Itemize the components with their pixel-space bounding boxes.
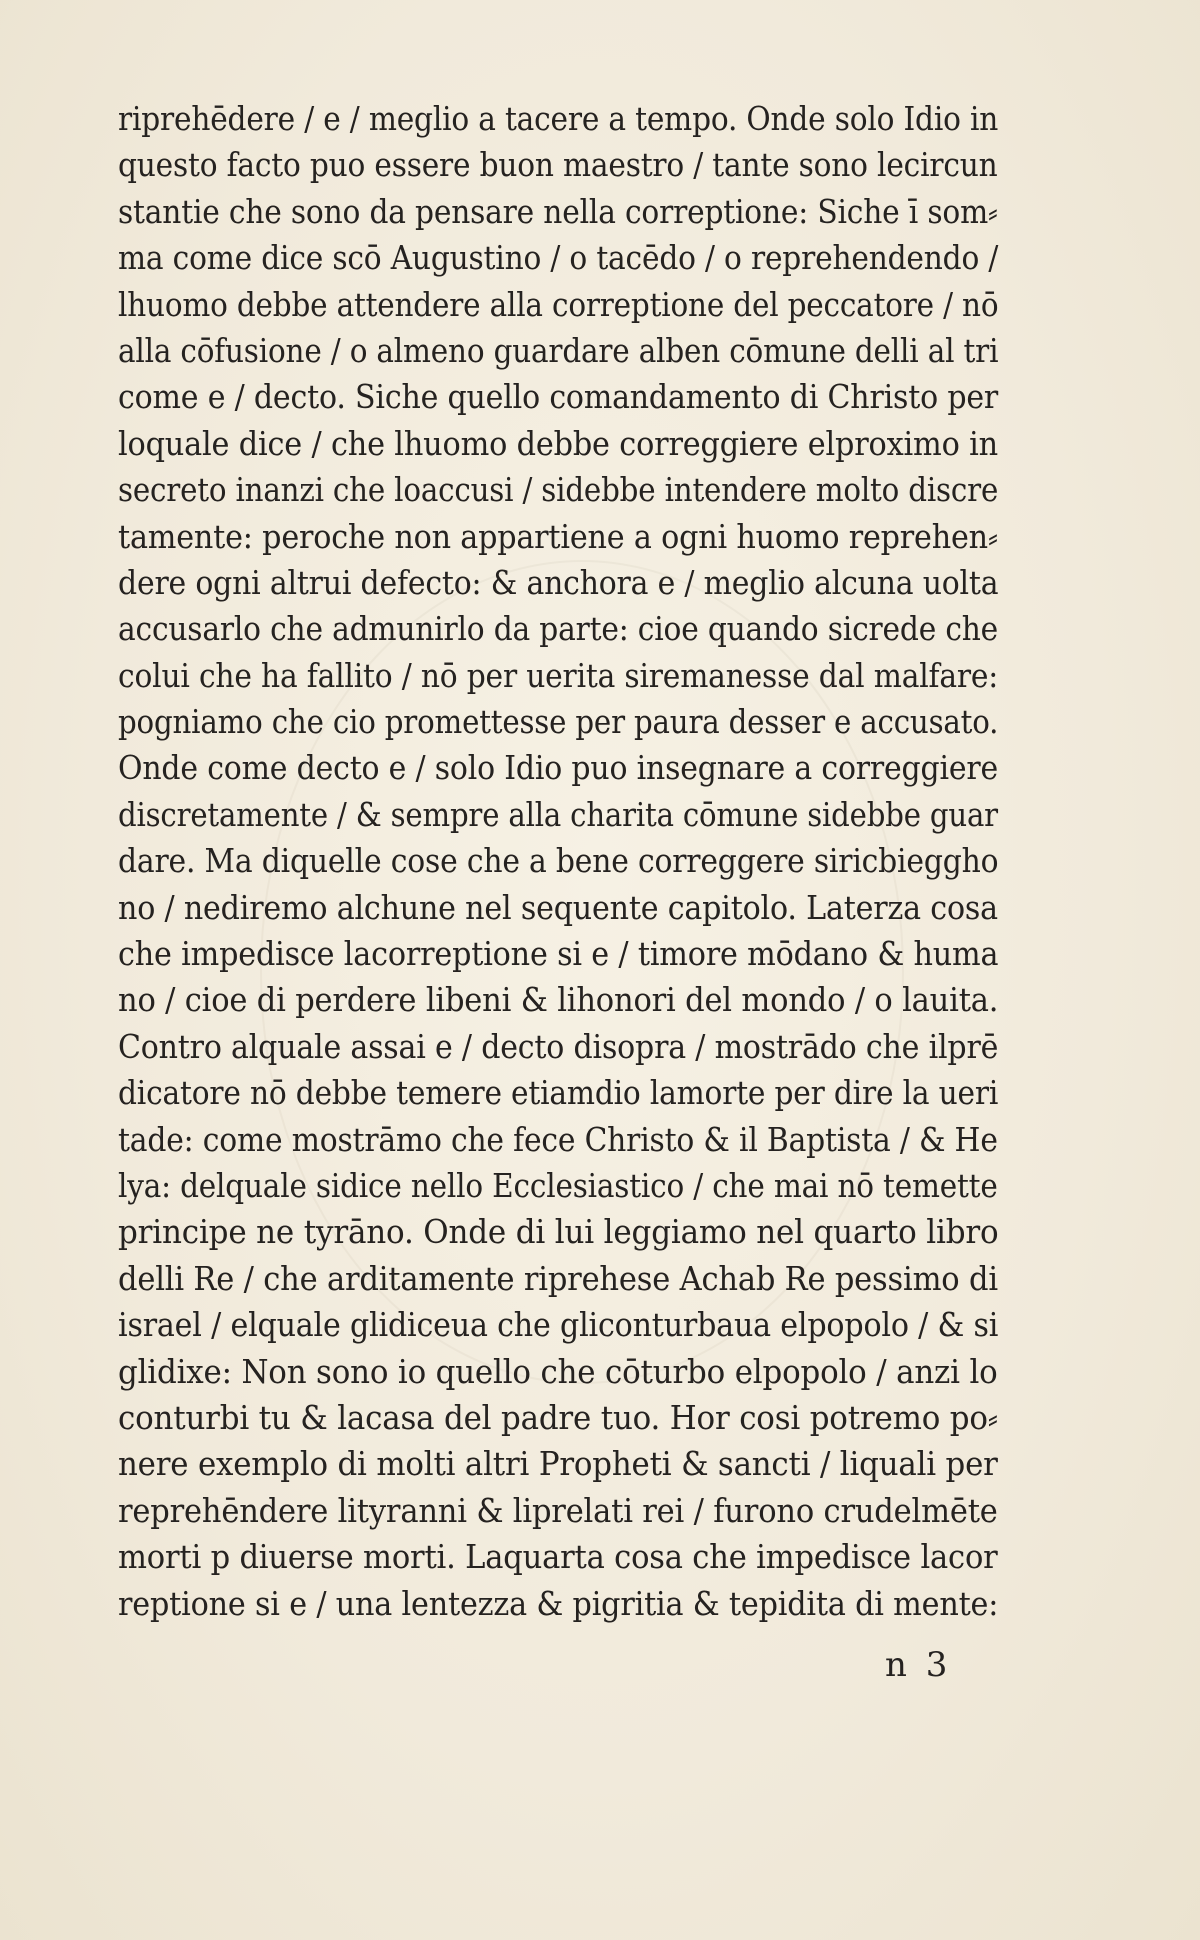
text-line: morti p diuerse morti. Laquarta cosa che impedisce lacor <box>118 1537 998 1577</box>
text-line: stantie che sono da pensare nella correptione: Siche ī som⸗ <box>118 191 998 231</box>
text-line: che impedisce lacorreptione si e / timore mōdano & huma <box>118 934 999 974</box>
text-line: pogniamo che cio promettesse per paura desser e accusato. <box>118 702 999 742</box>
text-line: delli Re / che arditamente riprehese Achab Re pessimo di <box>118 1258 998 1298</box>
text-line: dere ogni altrui defecto: & anchora e / meglio alcuna uolta <box>118 562 999 602</box>
text-line: reptione si e / una lentezza & pigritia & tepidita di mente: <box>118 1583 999 1623</box>
text-line: riprehēdere / e / meglio a tacere a tempo. Onde solo Idio in <box>118 99 999 138</box>
text-line: principe ne tyrāno. Onde di lui leggiamo nel quarto libro <box>118 1212 999 1252</box>
text-line: come e / decto. Siche quello comandamento di Christo per <box>118 377 999 417</box>
text-line: reprehēndere lityranni & liprelati rei / furono crudelmēte <box>118 1490 998 1530</box>
signature-mark: n 3 <box>885 1645 952 1685</box>
text-line: no / nediremo alchune nel sequente capitolo. Laterza cosa <box>118 887 998 927</box>
text-line: alla cōfusione / o almeno guardare alben cōmune delli al tri <box>118 330 999 370</box>
text-line: loquale dice / che lhuomo debbe correggiere elproximo in <box>118 423 998 463</box>
text-line: Contro alquale assai e / decto disopra / mostrādo che ilprē <box>118 1026 999 1066</box>
text-line: dicatore nō debbe temere etiamdio lamorte per dire la ueri <box>118 1073 999 1113</box>
text-line: no / cioe di perdere libeni & lihonori del mondo / o lauita. <box>118 980 999 1020</box>
text-line: accusarlo che admunirlo da parte: cioe quando sicrede che <box>118 609 999 649</box>
text-block <box>118 96 998 1627</box>
text-line: glidixe: Non sono io quello che cōturbo elpopolo / anzi lo <box>118 1351 998 1391</box>
text-line: tade: come mostrāmo che fece Christo & il Baptista / & He <box>118 1119 998 1159</box>
text-line: israel / elquale glidiceua che gliconturbaua elpopolo / & si <box>118 1305 999 1345</box>
text-line: Onde come decto e / solo Idio puo insegnare a correggiere <box>118 748 998 788</box>
text-line: conturbi tu & lacasa del padre tuo. Hor cosi potremo po⸗ <box>118 1397 998 1437</box>
text-line: nere exemplo di molti altri Propheti & sancti / liquali per <box>118 1444 998 1484</box>
text-line: ma come dice scō Augustino / o tacēdo / o reprehendendo / <box>118 238 999 278</box>
text-line: dare. Ma diquelle cose che a bene correggere siricbieggho <box>118 841 999 881</box>
text-line: questo facto puo essere buon maestro / tante sono lecircun <box>118 145 998 185</box>
text-line: lya: delquale sidice nello Ecclesiastico / che mai nō temette <box>118 1165 998 1205</box>
text-line: tamente: peroche non appartiene a ogni huomo reprehen⸗ <box>118 516 998 556</box>
text-line: discretamente / & sempre alla charita cōmune sidebbe guar <box>118 794 998 834</box>
text-line: colui che ha fallito / nō per uerita siremanesse dal malfare: <box>118 655 999 695</box>
text-line: lhuomo debbe attendere alla correptione del peccatore / nō <box>118 284 999 324</box>
text-line: secreto inanzi che loaccusi / sidebbe intendere molto discre <box>118 470 999 510</box>
